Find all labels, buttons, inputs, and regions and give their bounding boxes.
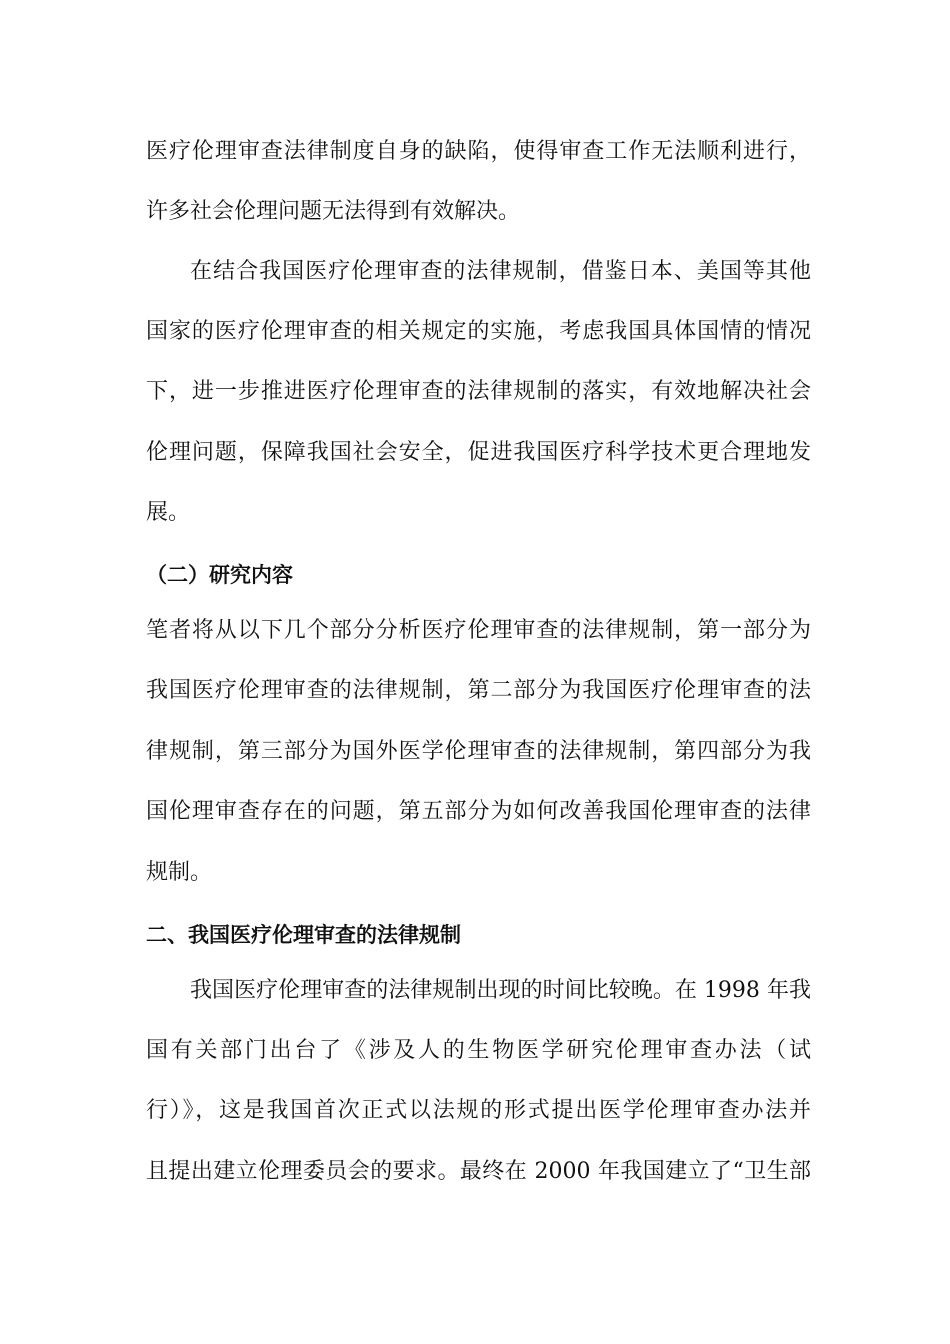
- paragraph-intro-line-2: 许多社会伦理问题无法得到有效解决。: [146, 199, 521, 224]
- heading-research-content: （二）研究内容: [146, 563, 293, 587]
- paragraph-research-line-1: 笔者将从以下几个部分分析医疗伦理审查的法律规制，第一部分为: [146, 618, 811, 643]
- heading-section-two: 二、我国医疗伦理审查的法律规制: [146, 923, 461, 947]
- paragraph-history-line-1: 我国医疗伦理审查的法律规制出现的时间比较晚。在 1998 年我: [190, 978, 811, 1003]
- paragraph-intro-line-1: 医疗伦理审查法律制度自身的缺陷，使得审查工作无法顺利进行，: [146, 139, 811, 164]
- paragraph-combined-line-2: 国家的医疗伦理审查的相关规定的实施，考虑我国具体国情的情况: [146, 319, 811, 344]
- paragraph-combined-line-1: 在结合我国医疗伦理审查的法律规制，借鉴日本、美国等其他: [190, 259, 811, 284]
- paragraph-research-line-4: 国伦理审查存在的问题，第五部分为如何改善我国伦理审查的法律: [146, 799, 811, 824]
- paragraph-history-line-4: 且提出建立伦理委员会的要求。最终在 2000 年我国建立了“卫生部: [146, 1159, 811, 1184]
- paragraph-combined-line-4: 伦理问题，保障我国社会安全，促进我国医疗科学技术更合理地发: [146, 440, 811, 465]
- paragraph-research-line-2: 我国医疗伦理审查的法律规制，第二部分为我国医疗伦理审查的法: [146, 678, 811, 703]
- paragraph-research-line-3: 律规制，第三部分为国外医学伦理审查的法律规制，第四部分为我: [146, 739, 811, 764]
- paragraph-combined-line-5: 展。: [146, 500, 191, 525]
- paragraph-combined-line-3: 下，进一步推进医疗伦理审查的法律规制的落实，有效地解决社会: [146, 379, 811, 404]
- paragraph-history-line-3: 行）》，这是我国首次正式以法规的形式提出医学伦理审查办法并: [146, 1098, 811, 1123]
- paragraph-research-line-5: 规制。: [146, 860, 213, 885]
- paragraph-history-line-2: 国有关部门出台了《涉及人的生物医学研究伦理审查办法（试: [146, 1038, 811, 1063]
